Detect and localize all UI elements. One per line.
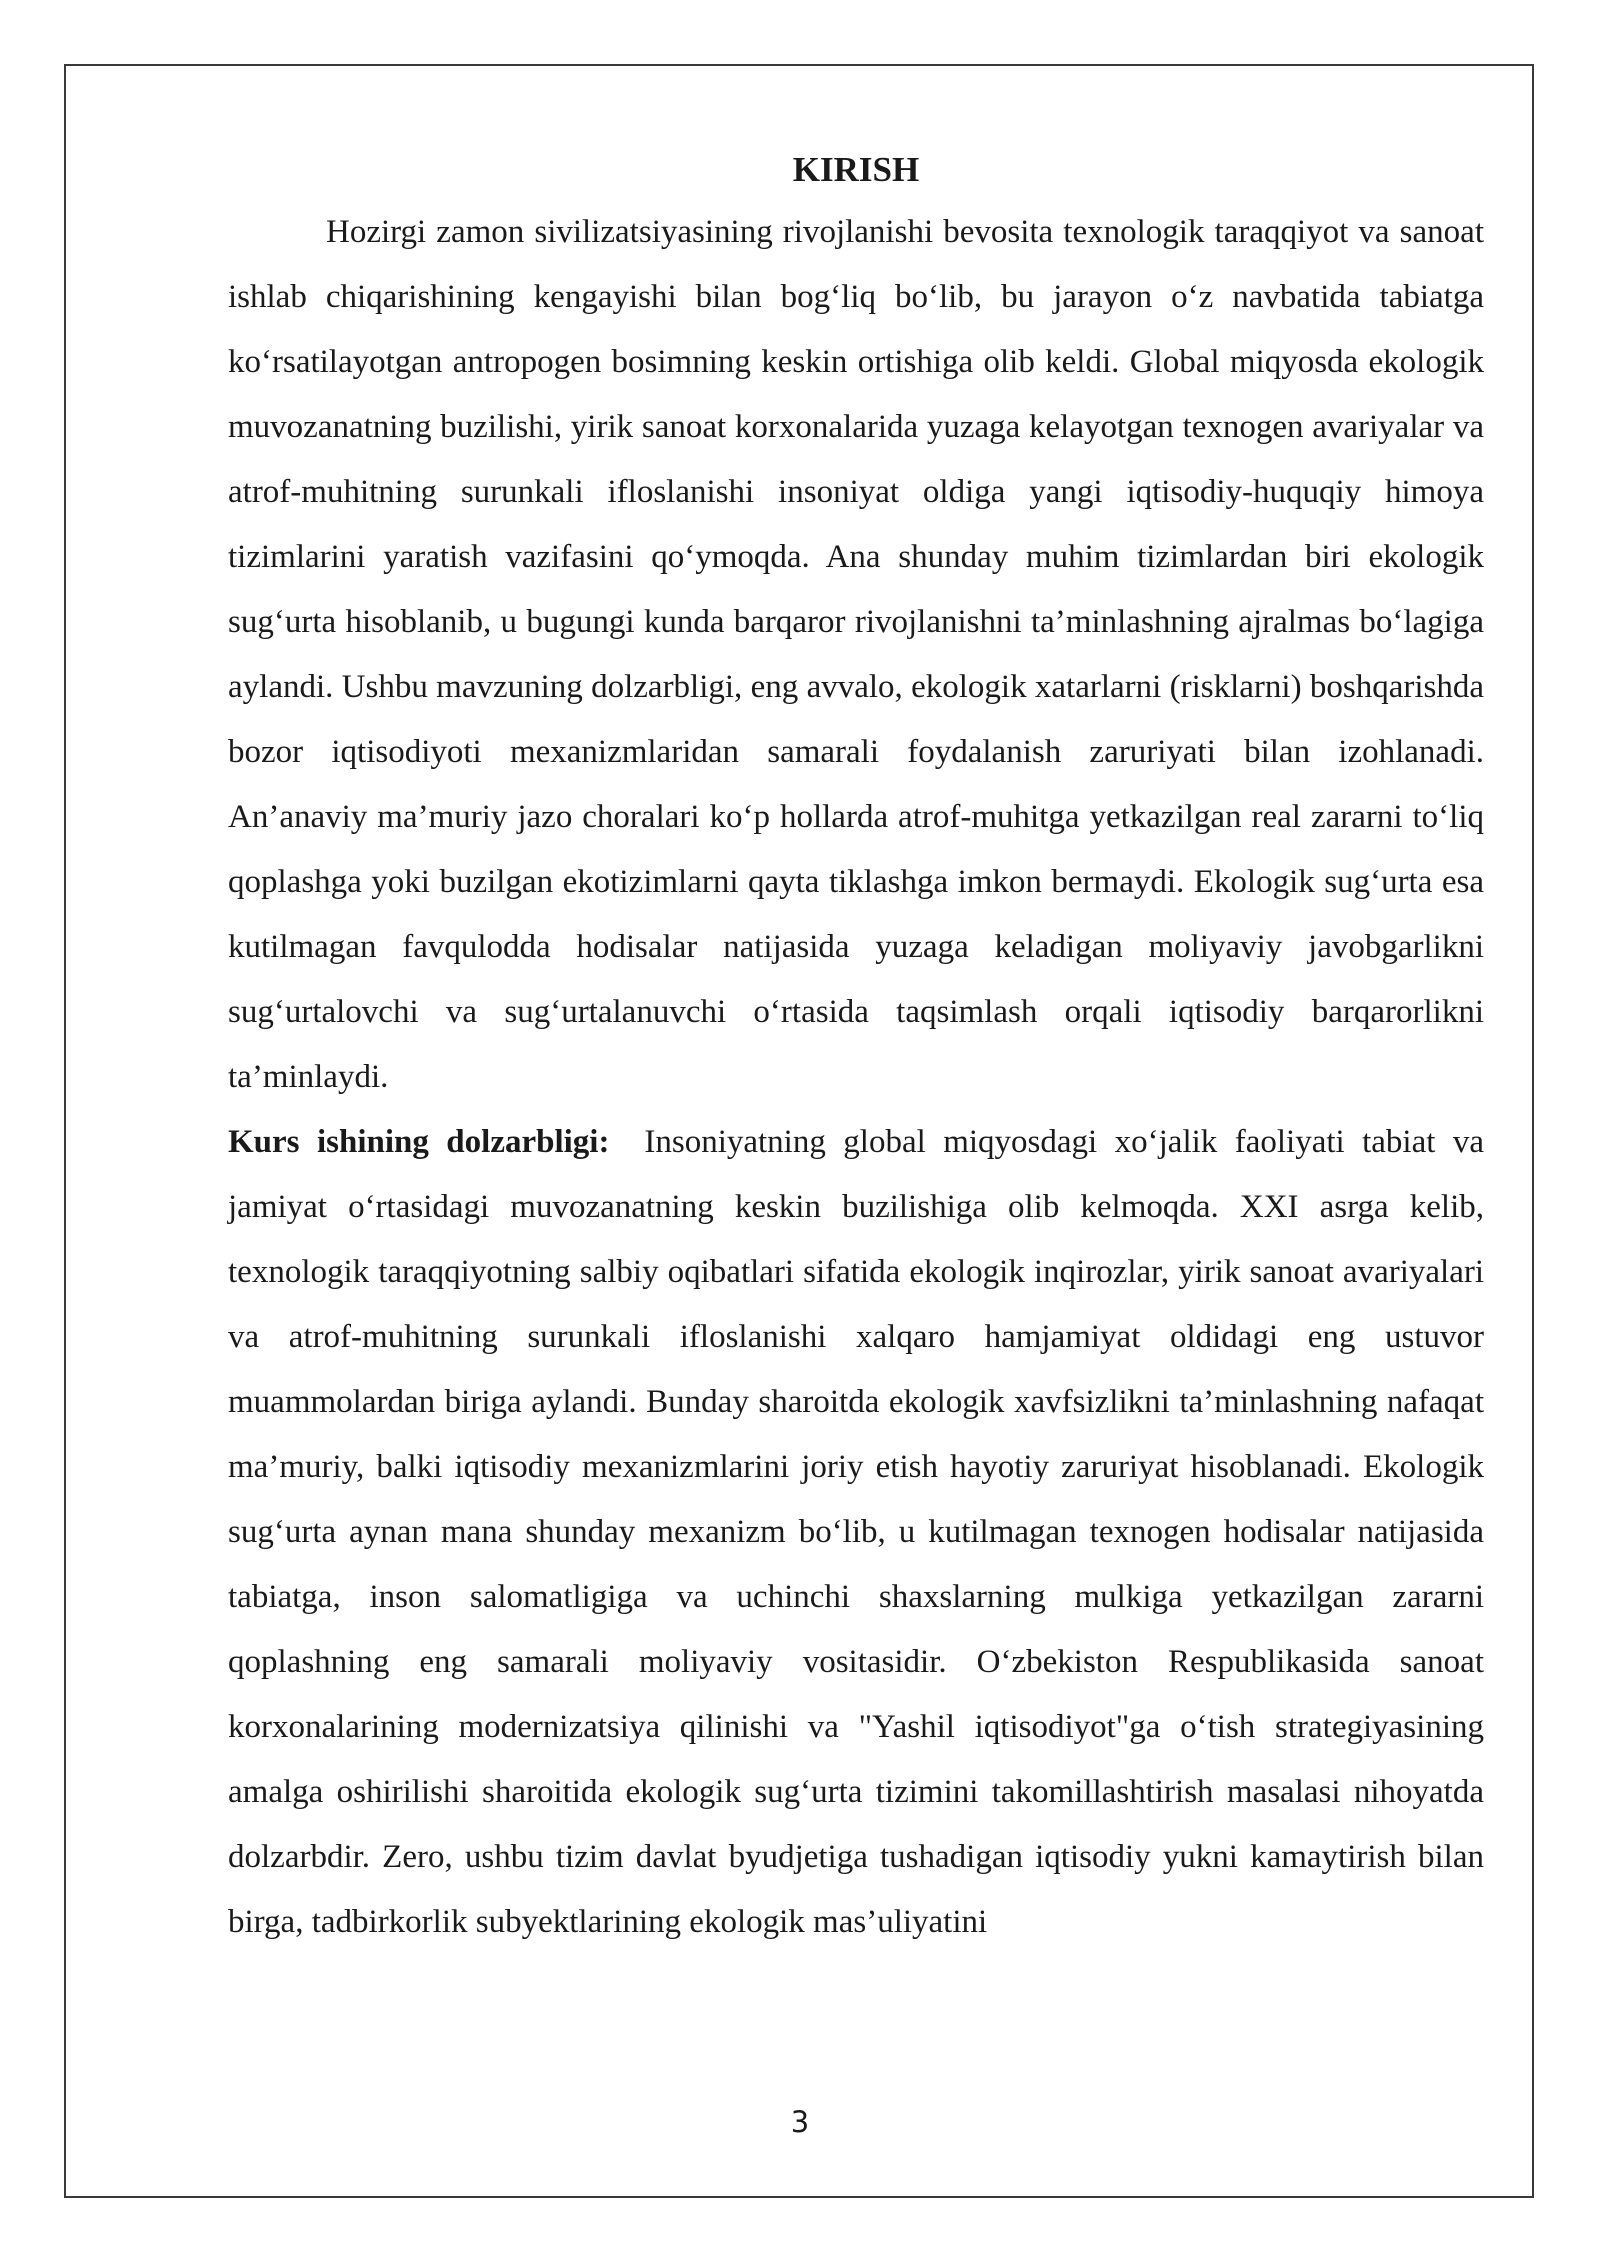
page-content [228, 140, 1484, 1955]
relevance-heading: Kurs ishining dolzarbligi: [228, 1124, 610, 1160]
intro-paragraph: Hozirgi zamon sivilizatsiyasining rivojlanishi bevosita texnologik taraqqiyot va sanoat ishlab chiqarishining kengayishi bilan bog‘liq bo‘lib, bu jarayon o‘z navbatida tabiatga ko‘rsatilayotgan antropogen bosimning keskin ortishiga olib keldi. Global miqyosda ekologik muvozanatning buzilishi, yirik sanoat korxonalarida yuzaga kelayotgan texnogen avariyalar va atrof-muhitning surunkali ifloslanishi insoniyat oldiga yangi iqtisodiy-huquqiy himoya tizimlarini yaratish vazifasini qo‘ymoqda. Ana shunday muhim tizimlardan biri ekologik sug‘urta hisoblanib, u bugungi kunda barqaror rivojlanishni ta’minlashning ajralmas bo‘lagiga aylandi. Ushbu mavzuning dolzarbligi, eng avvalo, ekologik xatarlarni (risklarni) boshqarishda bozor iqtisodiyoti mexanizmlaridan samarali foydalanish zaruriyati bilan izohlanadi. An’anaviy ma’muriy jazo choralari ko‘p hollarda atrof-muhitga yetkazilgan real zararni to‘liq qoplashga yoki buzilgan ekotizimlarni qayta tiklashga imkon bermaydi. Ekologik sug‘urta esa kutilmagan favqulodda hodisalar natijasida yuzaga keladigan moliyaviy javobgarlikni sug‘urtalovchi va sug‘urtalanuvchi o‘rtasida taqsimlash orqali iqtisodiy barqarorlikni ta’minlaydi. [228, 214, 1484, 1095]
relevance-paragraph [228, 1110, 1484, 1955]
relevance-text: Insoniyatning global miqyosdagi xo‘jalik faoliyati tabiat va jamiyat o‘rtasidagi muvozanatning keskin buzilishiga olib kelmoqda. XXI asrga kelib, texnologik taraqqiyotning salbiy oqibatlari sifatida ekologik inqirozlar, yirik sanoat avariyalari va atrof-muhitning surunkali ifloslanishi xalqaro hamjamiyat oldidagi eng ustuvor muammolardan biriga aylandi. Bunday sharoitda ekologik xavfsizlikni ta’minlashning nafaqat ma’muriy, balki iqtisodiy mexanizmlarini joriy etish hayotiy zaruriyat hisoblanadi. Ekologik sug‘urta aynan mana shunday mexanizm bo‘lib, u kutilmagan texnogen hodisalar natijasida tabiatga, inson salomatligiga va uchinchi shaxslarning mulkiga yetkazilgan zararni qoplashning eng samarali moliyaviy vositasidir. O‘zbekiston Respublikasida sanoat korxonalarining modernizatsiya qilinishi va "Yashil iqtisodiyot"ga o‘tish strategiyasining amalga oshirilishi sharoitida ekologik sug‘urta tizimini takomillashtirish masalasi nihoyatda dolzarbdir. Zero, ushbu tizim davlat byudjetiga tushadigan iqtisodiy yukni kamaytirish bilan birga, tadbirkorlik subyektlarining ekologik mas’uliyatini [228, 1124, 1485, 1940]
page-number: 3 [790, 2105, 810, 2139]
section-title: KIRISH [792, 150, 920, 189]
